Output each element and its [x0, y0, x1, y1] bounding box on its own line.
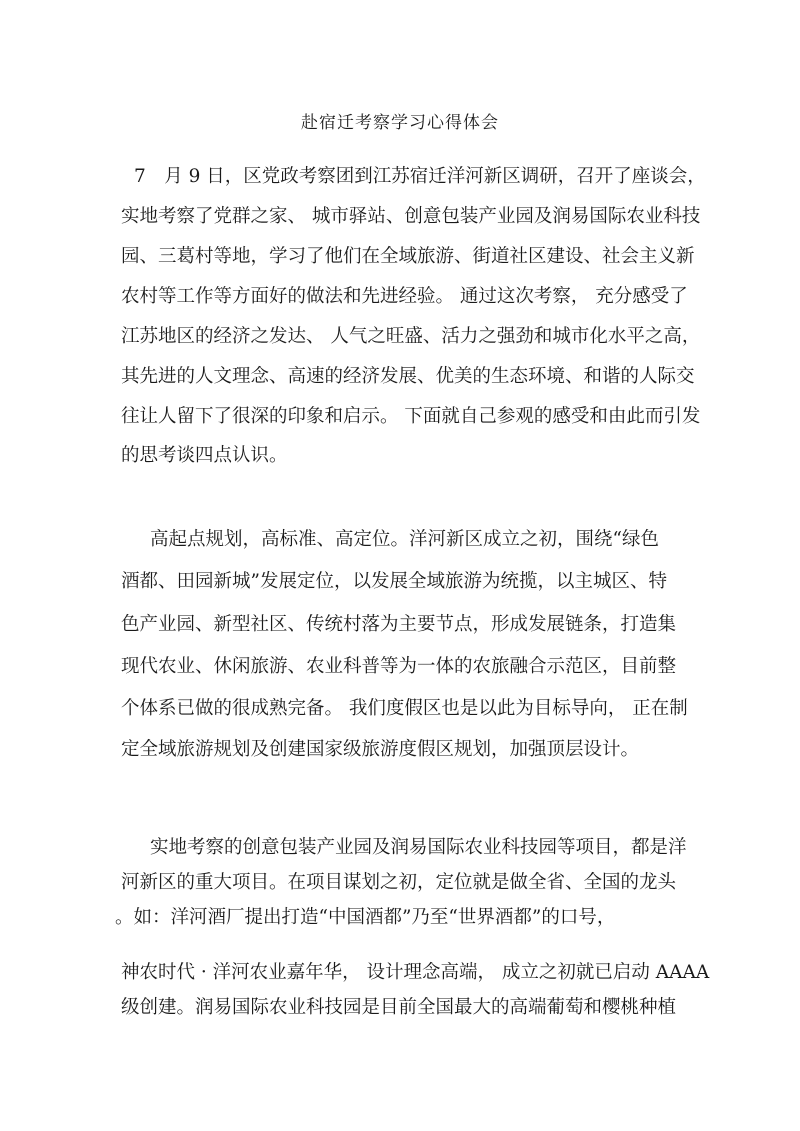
paragraph-2-line-3: 色产业园、新型社区、传统村落为主要节点，形成发展链条，打造集 [121, 614, 677, 635]
paragraph-1-line-8: 的思考谈四点认识。 [121, 445, 288, 466]
paragraph-1-line-6: 其先进的人文理念、高速的经济发展、优美的生态环境、和谐的人际交 [121, 366, 695, 387]
paragraph-2-line-6: 定全域旅游规划及创建国家级旅游度假区规划，加强顶层设计。 [121, 739, 640, 760]
paragraph-2-line-5: 个体系已做的很成熟完备。 我们度假区也是以此为目标导向， 正在制 [121, 698, 688, 719]
paragraph-3-line-5: 级创建。润易国际农业科技园是目前全国最大的高端葡萄和樱桃种植 [121, 997, 677, 1018]
paragraph-1-line-3: 园、三葛村等地，学习了他们在全域旅游、街道社区建设、社会主义新 [121, 246, 695, 267]
paragraph-1-line-4: 农村等工作等方面好的做法和先进经验。 通过这次考察， 充分感受了 [121, 286, 688, 307]
paragraph-1-line-2: 实地考察了党群之家、 城市驿站、创意包装产业园及润易国际农业科技 [121, 206, 701, 227]
paragraph-2-line-1: 高起点规划，高标准、高定位。洋河新区成立之初，围绕“绿色 [150, 529, 659, 550]
paragraph-1-line-1: 7 月 9 日，区党政考察团到江苏宿迁洋河新区调研，召开了座谈会， [134, 166, 706, 187]
paragraph-3-line-4: 神农时代 · 洋河农业嘉年华， 设计理念高端， 成立之初就已启动 AAAA [121, 962, 710, 983]
paragraph-1-line-5: 江苏地区的经济之发达、 人气之旺盛、活力之强劲和城市化水平之高， [121, 326, 701, 347]
paragraph-2-line-2: 酒都、田园新城”发展定位，以发展全域旅游为统揽，以主城区、特 [121, 571, 667, 592]
paragraph-3-line-1: 实地考察的创意包装产业园及润易国际农业科技园等项目，都是洋 [150, 837, 687, 858]
paragraph-2-line-4: 现代农业、休闲旅游、农业科普等为一体的农旅融合示范区，目前整 [121, 656, 677, 677]
document-title: 赴宿迁考察学习心得体会 [301, 113, 499, 133]
paragraph-1-line-7: 往让人留下了很深的印象和启示。 下面就自己参观的感受和由此而引发 [121, 406, 701, 427]
paragraph-3-line-2: 河新区的重大项目。在项目谋划之初，定位就是做全省、全国的龙头 [121, 872, 677, 893]
paragraph-3-line-3: 。如：洋河酒厂提出打造“中国酒都”乃至“世界酒都”的口号， [115, 907, 616, 928]
